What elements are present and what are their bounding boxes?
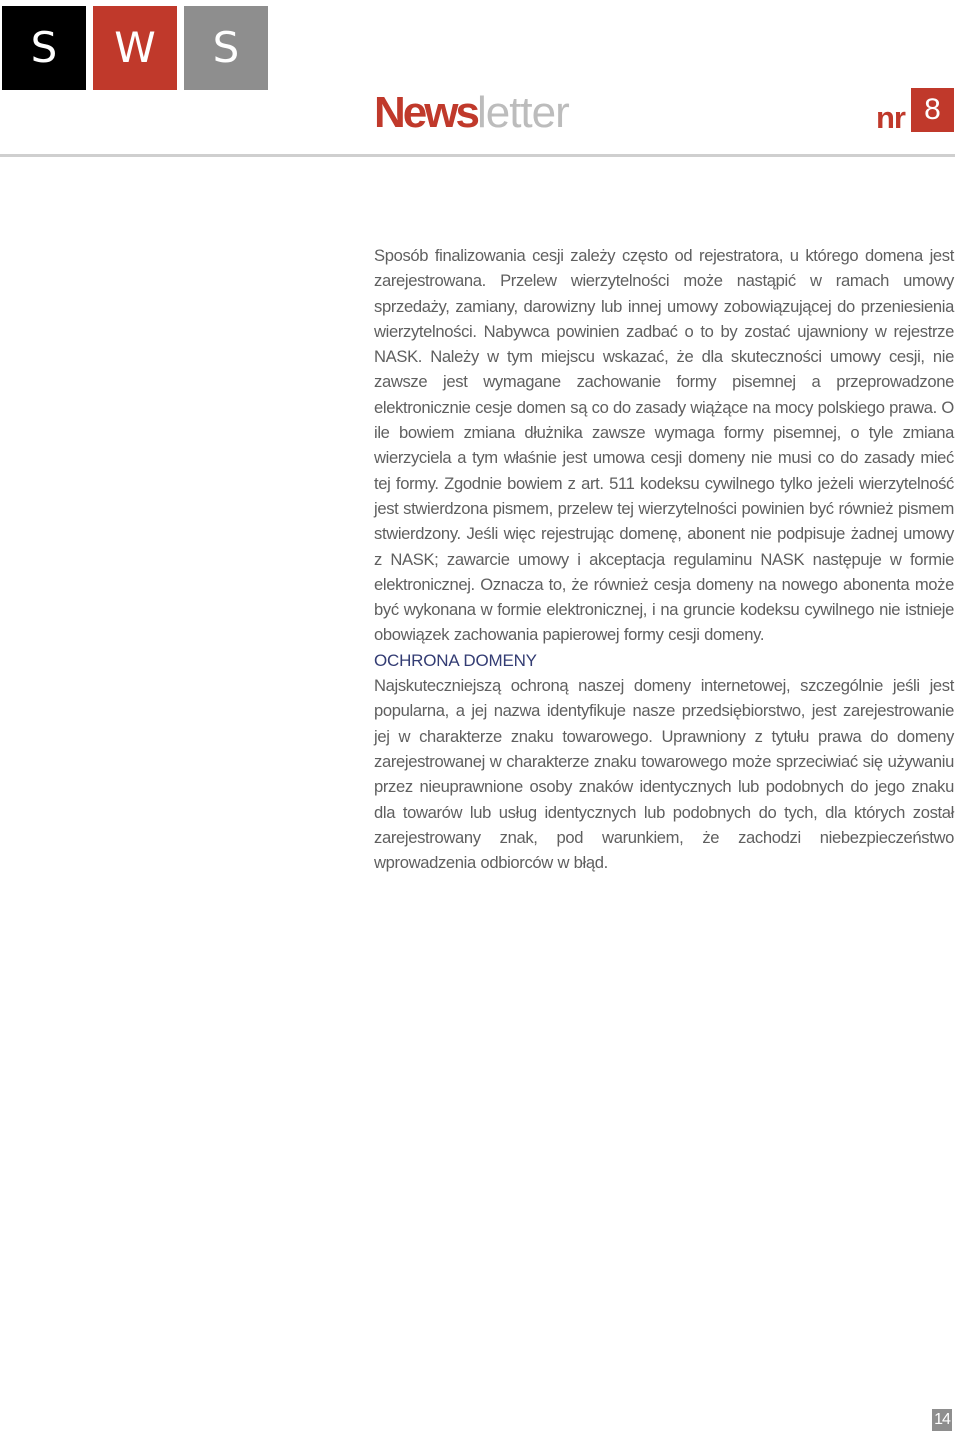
section-paragraph: Najskuteczniejszą ochroną naszej domeny internetowej, szczególnie jeśli jest popularna, a jej nazwa identyfikuje nasze przedsiębiorstwo, jest zarejestrowanie jej w charakterze znaku towarowego. Uprawniony z tytułu prawa do domeny zarejestrowanej w charakterze znaku towarowego może sprzeciwiać się używaniu przez nieuprawnione osoby znaków identycznych lub podobnych do jego znaku dla towarów lub usług identycznych lub podobnych do tych, dla których został zarejestrowany znak, pod warunkiem, że zachodzi niebezpieczeństwo wprowadzenia odbiorców w błąd. [374, 676, 954, 873]
issue-number-badge: 8 [911, 88, 954, 132]
header-divider [0, 154, 955, 157]
article-body [374, 243, 954, 875]
logo-letter-s-black: S [2, 6, 86, 90]
page-number-badge: 14 [932, 1409, 952, 1431]
logo-letter-w-red: W [93, 6, 177, 90]
article-paragraph: Sposób finalizowania cesji zależy często od rejestratora, u którego domena jest zarejestrowana. Przelew wierzytelności może nastąpić w ramach umowy sprzedaży, zamiany, darowizny lub innej umowy zobowiązującej do przeniesienia wierzytelności. Nabywca powinien zadbać o to by zostać ujawniony w rejestrze NASK. Należy w tym miejscu wskazać, że dla skuteczności umowy cesji, nie zawsze jest wymagane zachowanie formy pisemnej a przeprowadzone elektronicznie cesje domen są co do zasady wiążące na mocy polskiego prawa. O ile bowiem zmiana dłużnika zawsze wymaga formy pisemnej, o tyle zmiana wierzyciela a tym właśnie jest umowa cesji domeny nie musi co do zasady mieć tej formy. Zgodnie bowiem z art. 511 kodeksu cywilnego tylko jeżeli wierzytelność jest stwierdzona pismem, przelew tej wierzytelności powinien być również pismem stwierdzony. Jeśli więc rejestrując domenę, abonent nie podpisuje żadnej umowy z NASK; zawarcie umowy i akceptacja regulaminu NASK następuje w formie elektronicznej. Oznacza to, że również cesja domeny na nowego abonenta może być wykonana w formie elektronicznej, i na gruncie kodeksu cywilnego nie istnieje obowiązek zachowania papierowej formy cesji domeny. [374, 246, 954, 645]
newsletter-title [374, 88, 569, 144]
newsletter-title-bold: News [374, 88, 477, 137]
newsletter-title-light: letter [476, 88, 569, 137]
section-heading: OCHRONA DOMENY [374, 650, 537, 670]
issue-label: nr [876, 100, 905, 135]
logo-letter-s-grey: S [184, 6, 268, 90]
